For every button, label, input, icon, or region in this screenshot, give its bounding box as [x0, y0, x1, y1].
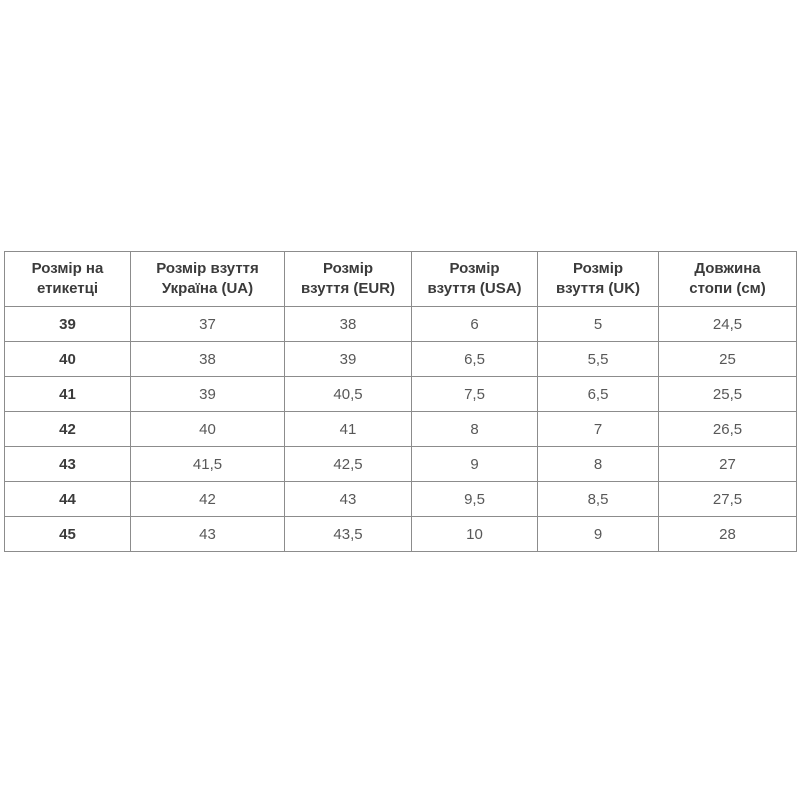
table-cell: 9: [538, 517, 659, 552]
table-row: [5, 447, 797, 482]
column-header-line: взуття (USA): [427, 280, 522, 297]
table-cell: 38: [285, 307, 412, 342]
row-label: 42: [5, 412, 131, 447]
table-cell: 27,5: [659, 482, 797, 517]
column-header-line: Довжина: [694, 260, 761, 277]
column-header-line: Україна (UA): [161, 280, 254, 297]
table-cell: 43: [131, 517, 285, 552]
column-header-line: взуття (UK): [555, 280, 641, 297]
table-cell: 9: [412, 447, 538, 482]
row-label: 43: [5, 447, 131, 482]
column-header-uk-size: [538, 252, 659, 307]
table-cell: 39: [285, 342, 412, 377]
column-header-line: Розмір взуття: [156, 260, 259, 277]
column-header-line: Розмір на: [31, 260, 104, 277]
table-cell: 41: [285, 412, 412, 447]
table-cell: 37: [131, 307, 285, 342]
column-header-label-size: [5, 252, 131, 307]
shoe-size-conversion-table: [4, 251, 797, 552]
table-cell: 43: [285, 482, 412, 517]
column-header-line: взуття (EUR): [300, 280, 396, 297]
table-cell: 6,5: [412, 342, 538, 377]
table-cell: 39: [131, 377, 285, 412]
table-cell: 42: [131, 482, 285, 517]
table-cell: 40,5: [285, 377, 412, 412]
header-row: [5, 252, 797, 307]
column-header-line: етикетці: [36, 280, 99, 297]
column-header-foot-length: [659, 252, 797, 307]
table-body: [5, 307, 797, 552]
table-cell: 8: [538, 447, 659, 482]
table-row: [5, 342, 797, 377]
column-header-line: Розмір: [449, 260, 500, 277]
table-cell: 7,5: [412, 377, 538, 412]
table-cell: 8,5: [538, 482, 659, 517]
table-cell: 25,5: [659, 377, 797, 412]
table-cell: 9,5: [412, 482, 538, 517]
column-header-line: Розмір: [322, 260, 374, 277]
table-cell: 10: [412, 517, 538, 552]
table-cell: 6,5: [538, 377, 659, 412]
column-header-eur-size: [285, 252, 412, 307]
column-header-usa-size: [412, 252, 538, 307]
table-cell: 25: [659, 342, 797, 377]
table-cell: 42,5: [285, 447, 412, 482]
table-cell: 43,5: [285, 517, 412, 552]
column-header-ua-size: [131, 252, 285, 307]
table-row: [5, 377, 797, 412]
table-cell: 40: [131, 412, 285, 447]
column-header-line: Розмір: [572, 260, 624, 277]
table-cell: 38: [131, 342, 285, 377]
table-cell: 24,5: [659, 307, 797, 342]
row-label: 45: [5, 517, 131, 552]
row-label: 39: [5, 307, 131, 342]
row-label: 40: [5, 342, 131, 377]
column-header-line: стопи (см): [689, 280, 766, 297]
table-row: [5, 412, 797, 447]
table-cell: 7: [538, 412, 659, 447]
table-cell: 5: [538, 307, 659, 342]
table-header: [5, 252, 797, 307]
table-cell: 41,5: [131, 447, 285, 482]
table-cell: 8: [412, 412, 538, 447]
table-cell: 28: [659, 517, 797, 552]
table-cell: 5,5: [538, 342, 659, 377]
table-row: [5, 307, 797, 342]
table-cell: 6: [412, 307, 538, 342]
row-label: 41: [5, 377, 131, 412]
table-row: [5, 517, 797, 552]
table-cell: 26,5: [659, 412, 797, 447]
table-cell: 27: [659, 447, 797, 482]
row-label: 44: [5, 482, 131, 517]
table-row: [5, 482, 797, 517]
